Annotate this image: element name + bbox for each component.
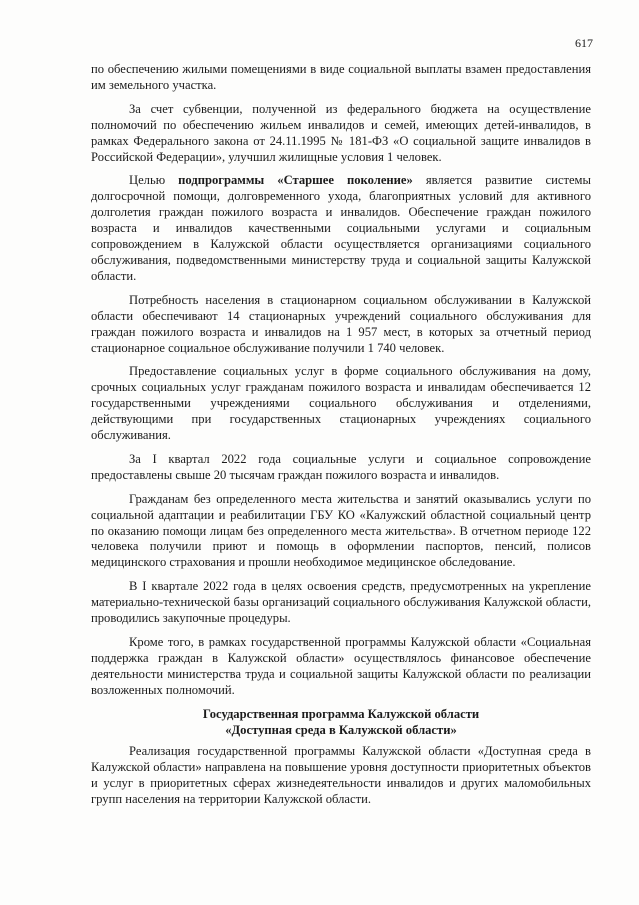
section-heading-line-2: «Доступная среда в Калужской области» bbox=[225, 722, 457, 737]
paragraph-2 bbox=[91, 102, 591, 166]
paragraph-text: по обеспечению жилыми помещениями в виде социальной выплаты взамен предоставления им земельного участка. bbox=[91, 62, 591, 92]
paragraph-5 bbox=[91, 364, 591, 444]
paragraph-text: Реализация государственной программы Калужской области «Доступная среда в Калужской области» направлена на повышение уровня доступности приоритетных объектов и услуг в приоритетных сферах жизнедеятельности инвалидов и других маломобильных групп населения на территории Калужской области. bbox=[91, 744, 591, 807]
paragraph-3 bbox=[91, 173, 591, 284]
paragraph-6 bbox=[91, 452, 591, 484]
paragraph-text: Целью bbox=[129, 173, 179, 188]
paragraph-4 bbox=[91, 293, 591, 357]
paragraph-text: является развитие системы долгосрочной помощи, долговременного ухода, благоприятных условий для активного долголетия граждан пожилого возраста и инвалидов. Обеспечение граждан пожилого возраста и инвалидов качественными социальными услугами и социальным сопровождением в Калужской области осуществляется организациями социального обслуживания, подведомственными министерству труда и социальной защиты Калужской области. bbox=[91, 173, 591, 283]
paragraph-text: За I квартал 2022 года социальные услуги и социальное сопровождение предоставлены свыше 20 тысячам граждан пожилого возраста и инвалидов. bbox=[91, 451, 591, 482]
paragraph-text: Кроме того, в рамках государственной программы Калужской области «Социальная поддержка граждан в Калужской области» осуществлялось финансовое обеспечение деятельности министерства труда и социальной защиты Калужской области по реализации возложенных полномочий. bbox=[91, 635, 591, 697]
section-heading-line-1: Государственная программа Калужской области bbox=[202, 706, 480, 721]
paragraph-text: В I квартале 2022 года в целях освоения средств, предусмотренных на укрепление материально-технической базы организаций социального обслуживания Калужской области, проводились закупочные процедуры. bbox=[91, 579, 591, 626]
paragraph-8 bbox=[91, 579, 591, 627]
paragraph-text: Гражданам без определенного места жительства и занятий оказывались услуги по социальной адаптации и реабилитации ГБУ КО «Калужский областной социальный центр по оказанию помощи лицам без определенного места жительства». В отчетном периоде 122 человека получили приют и помощь в оформлении паспортов, пенсий, полисов медицинского страхования и прошли необходимое медицинское обследование. bbox=[91, 491, 591, 570]
paragraph-text: За счет субвенции, полученной из федерального бюджета на осуществление полномочий по обеспечению жильем инвалидов и семей, имеющих детей-инвалидов, в рамках Федерального закона от 24.11.1995 № 181-ФЗ «О социальной защите инвалидов в Российской Федерации», улучшил жилищные условия 1 человек. bbox=[91, 101, 591, 164]
document-body bbox=[91, 62, 591, 816]
paragraph-9 bbox=[91, 635, 591, 699]
section-heading bbox=[91, 707, 591, 739]
paragraph-7 bbox=[91, 492, 591, 572]
paragraph-text: Потребность населения в стационарном социальном обслуживании в Калужской области обеспечивают 14 стационарных учреждений социального обслуживания для граждан пожилого возраста и инвалидов на 1 957 мест, в которых за отчетный период стационарное социальное обслуживание получили 1 740 человек. bbox=[91, 292, 591, 355]
subprogram-name: подпрограммы «Старшее поколение» bbox=[178, 173, 413, 188]
paragraph-1 bbox=[91, 62, 591, 94]
page-number: 617 bbox=[575, 36, 593, 50]
paragraph-10 bbox=[91, 744, 591, 808]
paragraph-text: Предоставление социальных услуг в форме социального обслуживания на дому, срочных социальных услуг гражданам пожилого возраста и инвалидам обеспечивается 12 государственными учреждениями социального обслуживания и отделениями, действующими при государственных стационарных учреждениях социального обслуживания. bbox=[91, 364, 591, 443]
